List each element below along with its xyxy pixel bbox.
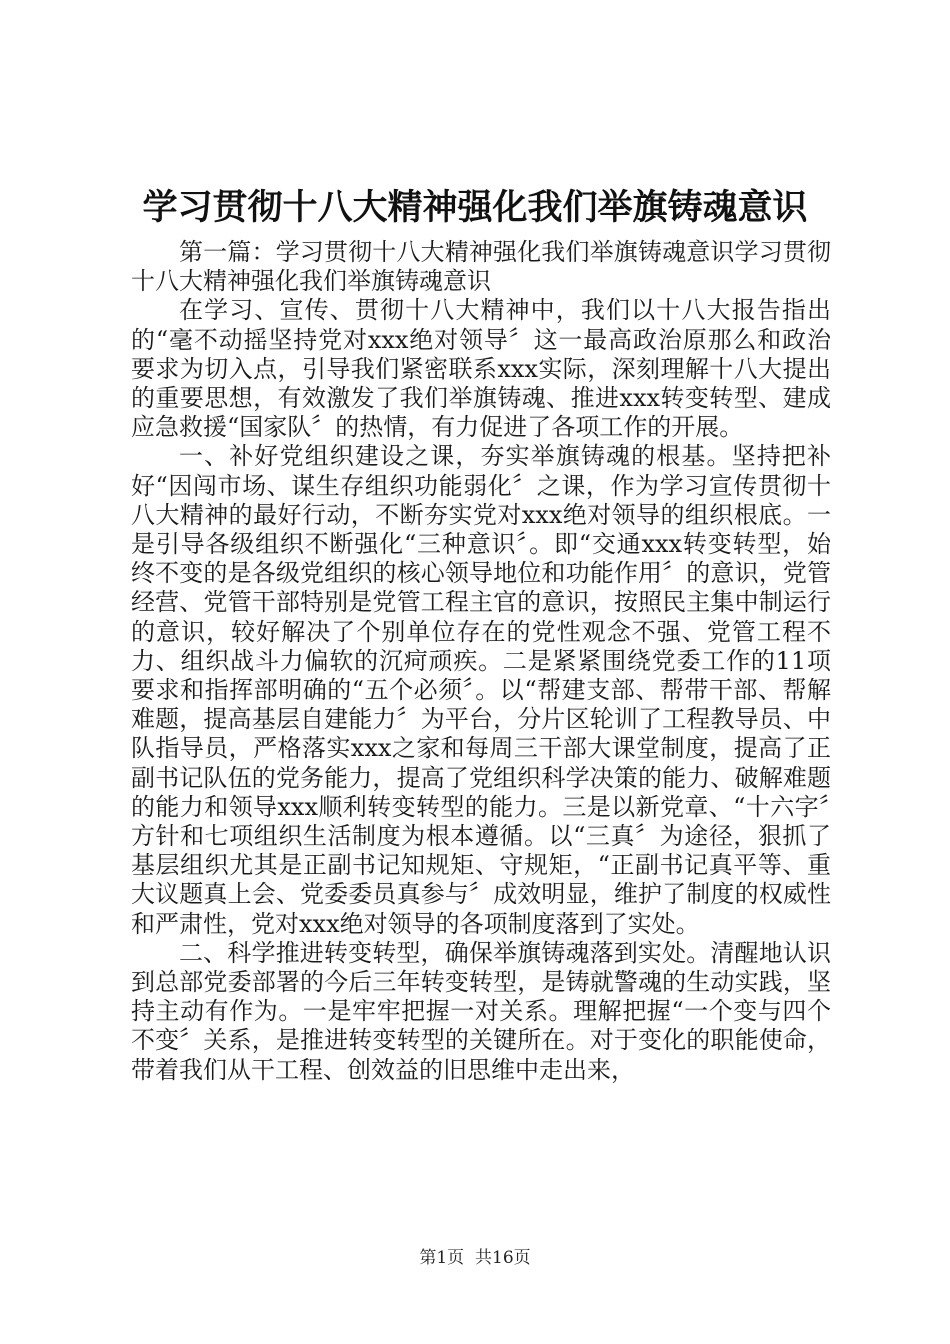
document-title: 学习贯彻十八大精神强化我们举旗铸魂意识 [142, 187, 808, 228]
page-number: 第1页 [419, 1248, 465, 1268]
paragraph-section-two: 二、科学推进转变转型，确保举旗铸魂落到实处。清醒地认识到总部党委部署的今后三年转变转型，是铸就警魂的生动实践，坚持主动有作为。一是牢牢把握一对关系。理解把握“一个变与四个不变〞关系，是推进转变转型的关键所在。对于变化的职能使命，带着我们从干工程、创效益的旧思维中走出来， [131, 938, 831, 1084]
page-footer [0, 1243, 950, 1268]
page-total: 共16页 [475, 1248, 531, 1268]
document-body [131, 238, 831, 1085]
paragraph-overview: 在学习、宣传、贯彻十八大精神中，我们以十八大报告指出的“毫不动摇坚持党对xxx绝对领导〞这一最高政治原那么和政治要求为切入点，引导我们紧密联系xxx实际，深刻理解十八大提出的重要思想，有效激发了我们举旗铸魂、推进xxx转变转型、建成应急救援“国家队〞的热情，有力促进了各项工作的开展。 [131, 296, 831, 442]
footer-spacer [464, 1248, 475, 1268]
paragraph-section-one: 一、补好党组织建设之课，夯实举旗铸魂的根基。坚持把补好“因闯市场、谋生存组织功能弱化〞之课，作为学习宣传贯彻十八大精神的最好行动，不断夯实党对xxx绝对领导的组织根底。一是引导各级组织不断强化“三种意识〞。即“交通xxx转变转型，始终不变的是各级党组织的核心领导地位和功能作用〞的意识，党管经营、党管干部特别是党管工程主官的意识，按照民主集中制运行的意识，较好解决了个别单位存在的党性观念不强、党管工程不力、组织战斗力偏软的沉疴顽疾。二是紧紧围绕党委工作的11项要求和指挥部明确的“五个必须〞。以“帮建支部、帮带干部、帮解难题，提高基层自建能力〞为平台，分片区轮训了工程教导员、中队指导员，严格落实xxx之家和每周三干部大课堂制度，提高了正副书记队伍的党务能力，提高了党组织科学决策的能力、破解难题的能力和领导xxx顺利转变转型的能力。三是以新党章、“十六字〞方针和七项组织生活制度为根本遵循。以“三真〞为途径，狠抓了基层组织尤其是正副书记知规矩、守规矩，“正副书记真平等、重大议题真上会、党委委员真参与〞成效明显，维护了制度的权威性和严肃性，党对xxx绝对领导的各项制度落到了实处。 [131, 442, 831, 938]
paragraph-intro: 第一篇：学习贯彻十八大精神强化我们举旗铸魂意识学习贯彻十八大精神强化我们举旗铸魂意识 [131, 238, 831, 296]
